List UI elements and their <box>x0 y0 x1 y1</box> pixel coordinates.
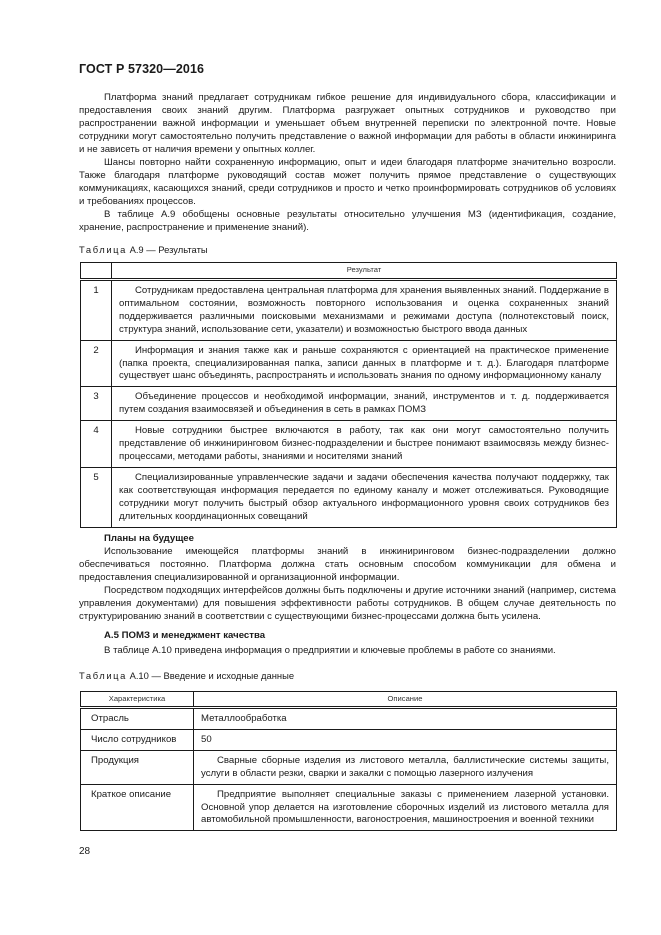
row-result-cell <box>112 467 617 527</box>
page-number: 28 <box>79 846 91 857</box>
row-number: 3 <box>81 387 112 421</box>
row-result-cell <box>112 421 617 468</box>
column-header-result: Результат <box>112 263 617 280</box>
row-description-cell <box>194 729 617 750</box>
table-row <box>81 708 617 730</box>
row-characteristic: Краткое описание <box>81 784 194 831</box>
section-heading-a5: А.5 ПОМЗ и менеджмент качества <box>104 630 266 641</box>
row-number: 1 <box>81 280 112 341</box>
paragraph-chances: Шансы повторно найти сохраненную информацию, опыт и идеи благодаря платформе значительно возросли. Также благодаря платформе руководящий состав может получить прямое представление о существующих коммуникациях, касающихся знаний, среди сотрудников и просто и четко проинформировать сотрудников об условиях и требованиях процессов. <box>79 157 616 207</box>
paragraph-interfaces: Посредством подходящих интерфейсов должны быть подключены и другие источники знаний (например, система управления документами) для повышения эффективности работы сотрудников. В общем случае деятельность по структурированию знаний в соответствии с существующими бизнес-процессами должна быть усилена. <box>79 585 616 622</box>
table-row <box>81 729 617 750</box>
row-description-text: Металлообработка <box>201 713 287 724</box>
column-header-number <box>81 263 112 280</box>
row-characteristic: Число сотрудников <box>81 729 194 750</box>
paragraph-table-a10-ref: В таблице А.10 приведена информация о предприятии и ключевые проблемы в работе со знаниями. <box>104 645 556 656</box>
table-row <box>81 280 617 341</box>
paragraph-platform-intro: Платформа знаний предлагает сотрудникам гибкое решение для индивидуального сбора, классификации и предоставления своих знаний другим. Платформа разгружает опытных сотрудников и руководство при распространении важной информации и уменьшает объем внутренней переписки по электронной почте. Новые сотрудники могут самостоятельно получить представление о важной информации для работы в области инжиниринга и не зависеть от наличия времени у опытных коллег. <box>79 92 616 155</box>
row-characteristic: Отрасль <box>81 708 194 730</box>
row-description-cell <box>194 784 617 831</box>
row-result-text: Специализированные управленческие задачи и задачи обеспечения качества получают поддержку, так как соответствующая информация передается по единому каналу и может отслеживаться. Руководящие сотрудники могут получить быстрый обзор актуального информационного уровня своих сотрудников без длительных координационных совещаний <box>119 471 609 522</box>
table-row <box>81 387 617 421</box>
table-header-row <box>81 692 617 708</box>
table-header-row <box>81 263 617 280</box>
row-result-text: Информация и знания также как и раньше сохраняются с ориентацией на практическое применение (папка проекта, специализированная папка, записи данных в платформе и т. д.). Благодаря платформе существует шанс объединять, распространять и использовать знания по одному информационному каналу <box>119 344 609 382</box>
column-header-description: Описание <box>194 692 617 708</box>
table-a10-caption-prefix: Таблица <box>79 670 127 681</box>
row-number: 5 <box>81 467 112 527</box>
table-row <box>81 340 617 387</box>
row-number: 4 <box>81 421 112 468</box>
column-header-characteristic: Характеристика <box>81 692 194 708</box>
table-a10-intro-data <box>80 691 617 831</box>
row-result-cell <box>112 387 617 421</box>
table-row <box>81 750 617 784</box>
paragraph-future-usage: Использование имеющейся платформы знаний в инжиниринговом бизнес-подразделении должно обеспечиваться постоянно. Платформа должна стать основным способом коммуникации для обмена и предоставления специализированной и организационной информации. <box>79 546 616 583</box>
paragraph-table-a9-ref: В таблице А.9 обобщены основные результаты относительно улучшения МЗ (идентификация, создание, хранение, распространение и применение знаний). <box>79 209 616 233</box>
row-result-cell <box>112 280 617 341</box>
row-description-text: Сварные сборные изделия из листового металла, баллистические системы защиты, услуги в области резки, сварки и закалки с помощью лазерного излучения <box>201 754 609 779</box>
row-description-text: 50 <box>201 733 212 745</box>
table-a10-caption <box>79 670 294 682</box>
row-result-text: Сотрудникам предоставлена центральная платформа для хранения выявленных знаний. Поддержание в оптимальном состоянии, возможность повторного использования и оценка сохраненных знаний поддерживается различными поисковыми механизмами и режимами доступа (полнотекстовый поиск, структура знаний, использование сети, указатели) и возможностью быстрого ввода данных <box>119 285 609 335</box>
table-a9-results <box>80 262 617 528</box>
document-header-title: ГОСТ Р 57320—2016 <box>79 62 205 76</box>
row-description-cell <box>194 708 617 730</box>
row-result-cell <box>112 340 617 387</box>
row-result-text: Объединение процессов и необходимой информации, знаний, инструментов и т. д. поддерживается путем создания взаимосвязей и объединения в сеть в рамках ПОМЗ <box>119 391 609 416</box>
table-row <box>81 784 617 831</box>
table-a9-caption <box>79 244 208 256</box>
table-row <box>81 421 617 468</box>
row-description-text: Предприятие выполняет специальные заказы с применением лазерной установки. Основной упор делается на изготовление сборочных изделий из листового металла для автомобильной промышленности, вагоностроения, машиностроения и военной техники <box>201 788 609 826</box>
row-result-text: Новые сотрудники быстрее включаются в работу, так как они могут самостоятельно получить представление об инжиниринговом бизнес-подразделении и быстрее понимают взаимосвязь между бизнес-процессами, методами работы, знаниями и носителями знаний <box>119 425 609 462</box>
row-description-cell <box>194 750 617 784</box>
table-a10-caption-title: А.10 — Введение и исходные данные <box>126 670 295 681</box>
heading-future-plans: Планы на будущее <box>104 533 194 544</box>
table-a9-caption-prefix: Таблица <box>79 244 127 255</box>
table-a9-caption-title: А.9 — Результаты <box>126 244 208 255</box>
row-number: 2 <box>81 340 112 387</box>
row-characteristic: Продукция <box>81 750 194 784</box>
table-row <box>81 467 617 527</box>
